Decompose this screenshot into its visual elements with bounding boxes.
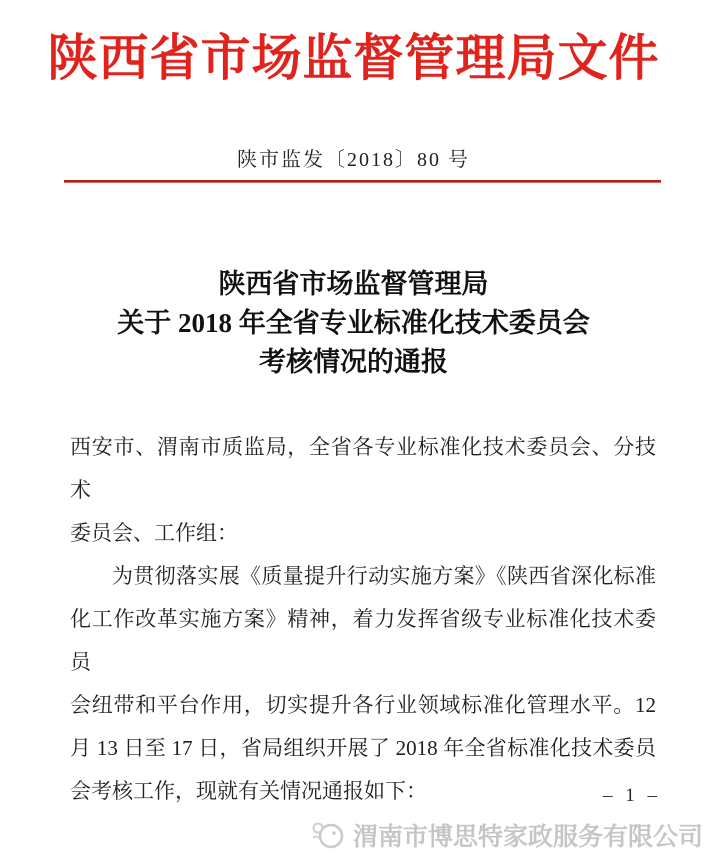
body-line: 为贯彻落实展《质量提升行动实施方案》《陕西省深化标准 xyxy=(112,563,656,588)
document-page xyxy=(0,22,707,859)
watermark xyxy=(309,817,703,853)
document-title xyxy=(0,265,707,382)
doc-number: 陕市监发〔2018〕80 号 xyxy=(237,148,470,171)
body-line: 月 13 日至 17 日，省局组织开展了 2018 年全省标准化技术委员 xyxy=(70,735,656,760)
letterhead-title: 陕西省市场监督管理局文件 xyxy=(47,30,660,86)
watermark-logo-icon xyxy=(309,818,347,852)
salutation-line: 西安市、渭南市质监局，全省各专业标准化技术委员会、分技术 xyxy=(70,434,656,502)
red-divider-line xyxy=(64,180,661,183)
body-line: 会考核工作，现就有关情况通报如下： xyxy=(70,778,427,803)
page-number: – 1 – xyxy=(603,785,661,806)
title-line-1: 陕西省市场监督管理局 xyxy=(218,268,489,299)
watermark-text: 渭南市博思特家政服务有限公司 xyxy=(352,823,703,851)
document-body xyxy=(70,426,656,813)
title-line-2: 关于 2018 年全省专业标准化技术委员会 xyxy=(117,307,590,338)
body-line: 会纽带和平台作用，切实提升各行业领域标准化管理水平。12 xyxy=(70,692,656,717)
body-line: 化工作改革实施方案》精神，着力发挥省级专业标准化技术委员 xyxy=(70,606,656,674)
title-line-3: 考核情况的通报 xyxy=(259,346,448,377)
salutation-line: 委员会、工作组： xyxy=(70,520,238,545)
